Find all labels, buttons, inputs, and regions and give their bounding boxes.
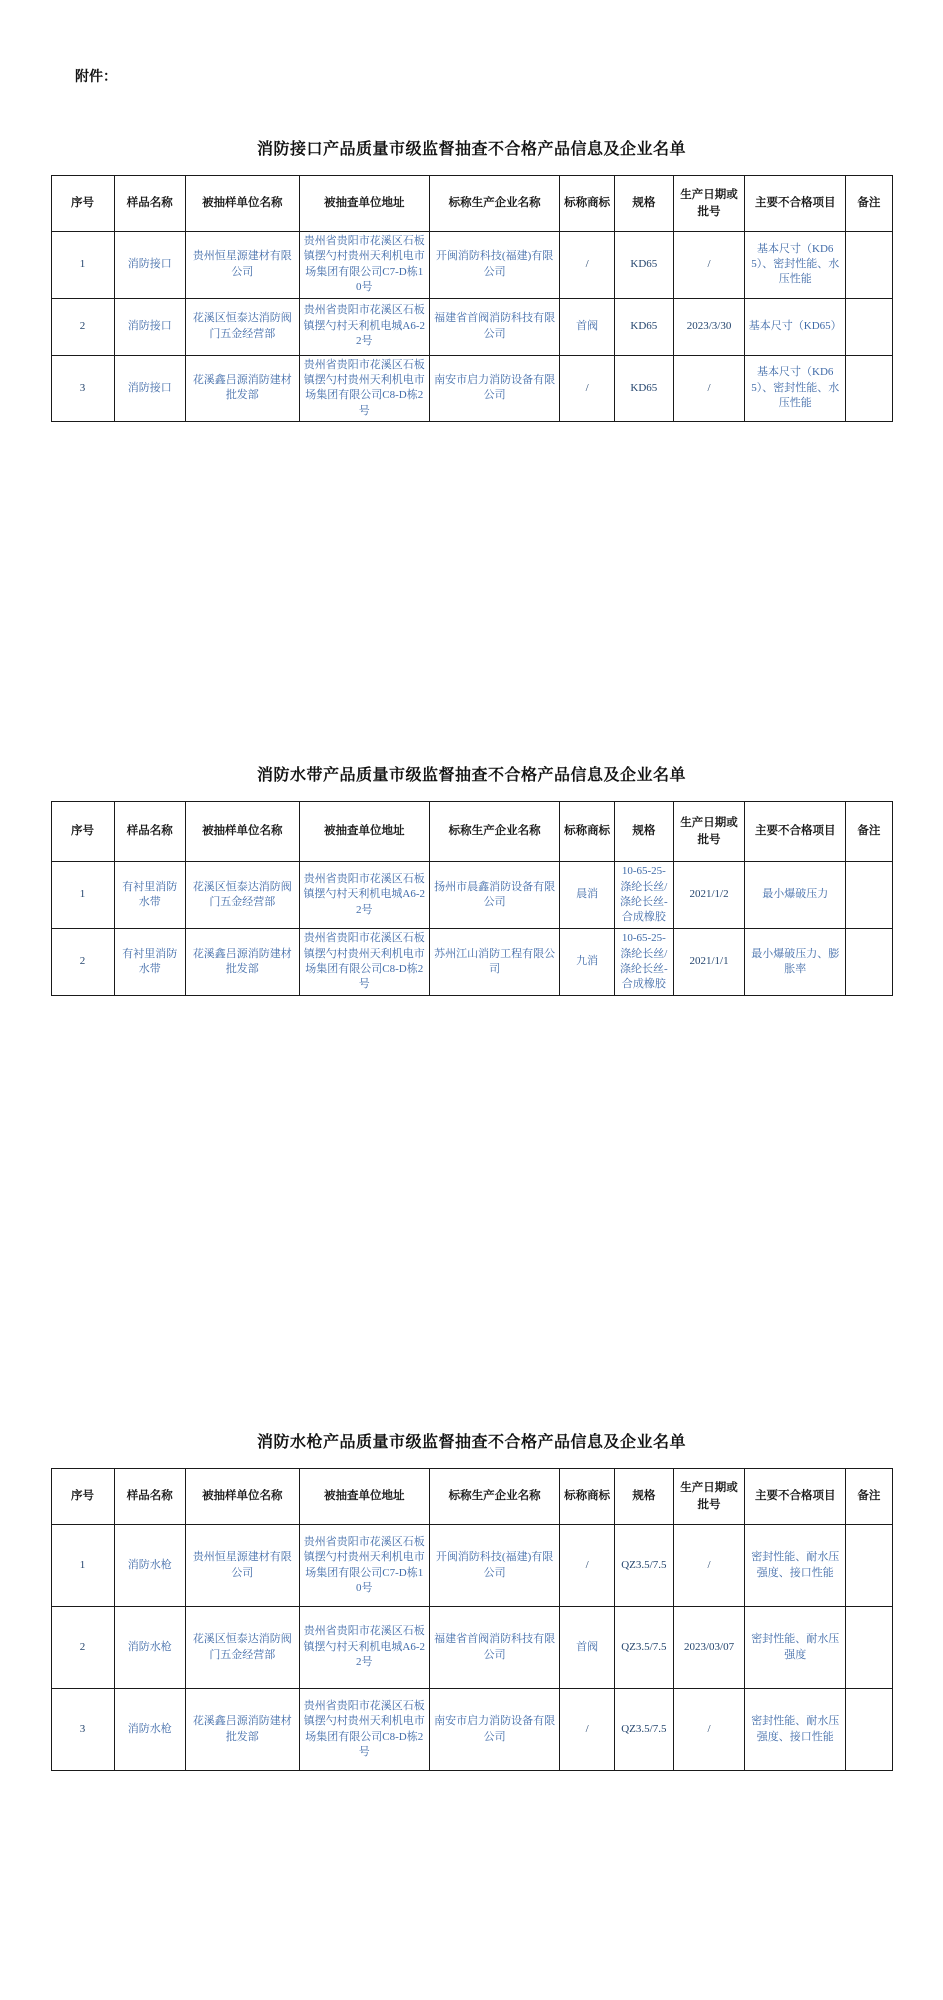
cell-producer: 开闽消防科技(福建)有限公司	[429, 232, 559, 299]
cell-production-date: /	[673, 1689, 744, 1771]
cell-producer: 福建省首阀消防科技有限公司	[429, 1607, 559, 1689]
cell-unit-address: 贵州省贵阳市花溪区石板镇摆勺村贵州天利机电市场集团有限公司C7-D栋10号	[299, 1525, 429, 1607]
cell-failed-items: 密封性能、耐水压强度、接口性能	[745, 1525, 846, 1607]
cell-producer: 南安市启力消防设备有限公司	[429, 355, 559, 422]
cell-sampled-unit: 花溪鑫吕源消防建材批发部	[186, 929, 300, 996]
col-producer: 标称生产企业名称	[429, 176, 559, 232]
col-producer: 标称生产企业名称	[429, 802, 559, 862]
cell-remark	[846, 862, 892, 929]
fire-hose-table	[51, 801, 893, 996]
cell-sample-name: 消防水枪	[114, 1525, 185, 1607]
table-row	[51, 862, 892, 929]
col-unit-address: 被抽查单位地址	[299, 1469, 429, 1525]
cell-sampled-unit: 花溪鑫吕源消防建材批发部	[186, 355, 300, 422]
col-remark: 备注	[846, 802, 892, 862]
cell-unit-address: 贵州省贵阳市花溪区石板镇摆勺村贵州天利机电市场集团有限公司C8-D栋2号	[299, 929, 429, 996]
cell-failed-items: 基本尺寸（KD65）、密封性能、水压性能	[745, 232, 846, 299]
cell-production-date: /	[673, 355, 744, 422]
cell-remark	[846, 355, 892, 422]
cell-sample-name: 有衬里消防水带	[114, 929, 185, 996]
col-production-date: 生产日期或批号	[673, 802, 744, 862]
cell-sampled-unit: 贵州恒星源建材有限公司	[186, 1525, 300, 1607]
cell-unit-address: 贵州省贵阳市花溪区石板镇摆勺村贵州天利机电市场集团有限公司C8-D栋2号	[299, 355, 429, 422]
col-sampled-unit: 被抽样单位名称	[186, 1469, 300, 1525]
section-fire-hose	[0, 762, 943, 996]
cell-brand: /	[560, 232, 615, 299]
col-unit-address: 被抽查单位地址	[299, 802, 429, 862]
table-title: 消防水带产品质量市级监督抽查不合格产品信息及企业名单	[256, 767, 686, 784]
cell-producer: 开闽消防科技(福建)有限公司	[429, 1525, 559, 1607]
cell-sampled-unit: 花溪区恒泰达消防阀门五金经营部	[186, 298, 300, 355]
attachment-label: 附件：	[75, 70, 117, 85]
cell-serial: 2	[51, 298, 114, 355]
cell-remark	[846, 1689, 892, 1771]
col-brand: 标称商标	[560, 802, 615, 862]
cell-serial: 2	[51, 929, 114, 996]
col-sample-name: 样品名称	[114, 1469, 185, 1525]
cell-production-date: 2021/1/1	[673, 929, 744, 996]
cell-serial: 3	[51, 355, 114, 422]
cell-failed-items: 最小爆破压力、膨胀率	[745, 929, 846, 996]
cell-failed-items: 基本尺寸（KD65）	[745, 298, 846, 355]
table-row	[51, 1525, 892, 1607]
col-brand: 标称商标	[560, 1469, 615, 1525]
cell-failed-items: 最小爆破压力	[745, 862, 846, 929]
cell-sample-name: 有衬里消防水带	[114, 862, 185, 929]
col-producer: 标称生产企业名称	[429, 1469, 559, 1525]
cell-spec: QZ3.5/7.5	[614, 1525, 673, 1607]
cell-spec: QZ3.5/7.5	[614, 1607, 673, 1689]
cell-remark	[846, 929, 892, 996]
cell-sample-name: 消防接口	[114, 298, 185, 355]
cell-failed-items: 密封性能、耐水压强度	[745, 1607, 846, 1689]
col-sampled-unit: 被抽样单位名称	[186, 176, 300, 232]
col-production-date: 生产日期或批号	[673, 1469, 744, 1525]
cell-sample-name: 消防接口	[114, 355, 185, 422]
col-spec: 规格	[614, 1469, 673, 1525]
cell-remark	[846, 1607, 892, 1689]
cell-serial: 1	[51, 232, 114, 299]
cell-unit-address: 贵州省贵阳市花溪区石板镇摆勺村天利机电城A6-22号	[299, 862, 429, 929]
col-production-date: 生产日期或批号	[673, 176, 744, 232]
col-serial: 序号	[51, 802, 114, 862]
cell-spec: QZ3.5/7.5	[614, 1689, 673, 1771]
fire-coupling-table	[51, 175, 893, 422]
col-unit-address: 被抽查单位地址	[299, 176, 429, 232]
cell-producer: 南安市启力消防设备有限公司	[429, 1689, 559, 1771]
cell-brand: 晨消	[560, 862, 615, 929]
cell-brand: /	[560, 1689, 615, 1771]
cell-serial: 2	[51, 1607, 114, 1689]
cell-spec: KD65	[614, 355, 673, 422]
col-serial: 序号	[51, 1469, 114, 1525]
cell-unit-address: 贵州省贵阳市花溪区石板镇摆勺村天利机电城A6-22号	[299, 1607, 429, 1689]
cell-serial: 1	[51, 862, 114, 929]
cell-spec: 10-65-25-涤纶长丝/涤纶长丝-合成橡胶	[614, 862, 673, 929]
section-fire-coupling	[0, 136, 943, 422]
cell-brand: /	[560, 355, 615, 422]
cell-brand: 九消	[560, 929, 615, 996]
cell-unit-address: 贵州省贵阳市花溪区石板镇摆勺村贵州天利机电市场集团有限公司C7-D栋10号	[299, 232, 429, 299]
col-failed-items: 主要不合格项目	[745, 176, 846, 232]
header-row	[51, 1469, 892, 1525]
cell-spec: 10-65-25-涤纶长丝/涤纶长丝-合成橡胶	[614, 929, 673, 996]
col-sampled-unit: 被抽样单位名称	[186, 802, 300, 862]
cell-unit-address: 贵州省贵阳市花溪区石板镇摆勺村天利机电城A6-22号	[299, 298, 429, 355]
cell-production-date: 2023/3/30	[673, 298, 744, 355]
cell-remark	[846, 1525, 892, 1607]
cell-production-date: 2021/1/2	[673, 862, 744, 929]
cell-sampled-unit: 花溪鑫吕源消防建材批发部	[186, 1689, 300, 1771]
cell-sampled-unit: 贵州恒星源建材有限公司	[186, 232, 300, 299]
section-fire-nozzle	[0, 1429, 943, 1771]
cell-remark	[846, 232, 892, 299]
cell-spec: KD65	[614, 232, 673, 299]
header-row	[51, 802, 892, 862]
table-row	[51, 929, 892, 996]
cell-failed-items: 密封性能、耐水压强度、接口性能	[745, 1689, 846, 1771]
cell-producer: 福建省首阀消防科技有限公司	[429, 298, 559, 355]
col-sample-name: 样品名称	[114, 802, 185, 862]
table-row	[51, 355, 892, 422]
cell-production-date: 2023/03/07	[673, 1607, 744, 1689]
header-row	[51, 176, 892, 232]
col-serial: 序号	[51, 176, 114, 232]
cell-serial: 3	[51, 1689, 114, 1771]
cell-failed-items: 基本尺寸（KD65）、密封性能、水压性能	[745, 355, 846, 422]
table-title: 消防水枪产品质量市级监督抽查不合格产品信息及企业名单	[256, 1434, 686, 1451]
cell-sample-name: 消防接口	[114, 232, 185, 299]
cell-production-date: /	[673, 232, 744, 299]
cell-brand: 首阀	[560, 1607, 615, 1689]
cell-sampled-unit: 花溪区恒泰达消防阀门五金经营部	[186, 1607, 300, 1689]
table-title: 消防接口产品质量市级监督抽查不合格产品信息及企业名单	[256, 141, 686, 158]
col-spec: 规格	[614, 802, 673, 862]
table-row	[51, 1607, 892, 1689]
cell-serial: 1	[51, 1525, 114, 1607]
col-remark: 备注	[846, 1469, 892, 1525]
col-failed-items: 主要不合格项目	[745, 802, 846, 862]
fire-nozzle-table	[51, 1468, 893, 1771]
cell-spec: KD65	[614, 298, 673, 355]
cell-sample-name: 消防水枪	[114, 1607, 185, 1689]
cell-remark	[846, 298, 892, 355]
table-row	[51, 1689, 892, 1771]
cell-producer: 苏州江山消防工程有限公司	[429, 929, 559, 996]
cell-production-date: /	[673, 1525, 744, 1607]
col-sample-name: 样品名称	[114, 176, 185, 232]
cell-sampled-unit: 花溪区恒泰达消防阀门五金经营部	[186, 862, 300, 929]
cell-brand: /	[560, 1525, 615, 1607]
table-row	[51, 298, 892, 355]
cell-producer: 扬州市晨鑫消防设备有限公司	[429, 862, 559, 929]
cell-unit-address: 贵州省贵阳市花溪区石板镇摆勺村贵州天利机电市场集团有限公司C8-D栋2号	[299, 1689, 429, 1771]
col-spec: 规格	[614, 176, 673, 232]
col-remark: 备注	[846, 176, 892, 232]
table-row	[51, 232, 892, 299]
col-brand: 标称商标	[560, 176, 615, 232]
cell-brand: 首阀	[560, 298, 615, 355]
cell-sample-name: 消防水枪	[114, 1689, 185, 1771]
col-failed-items: 主要不合格项目	[745, 1469, 846, 1525]
